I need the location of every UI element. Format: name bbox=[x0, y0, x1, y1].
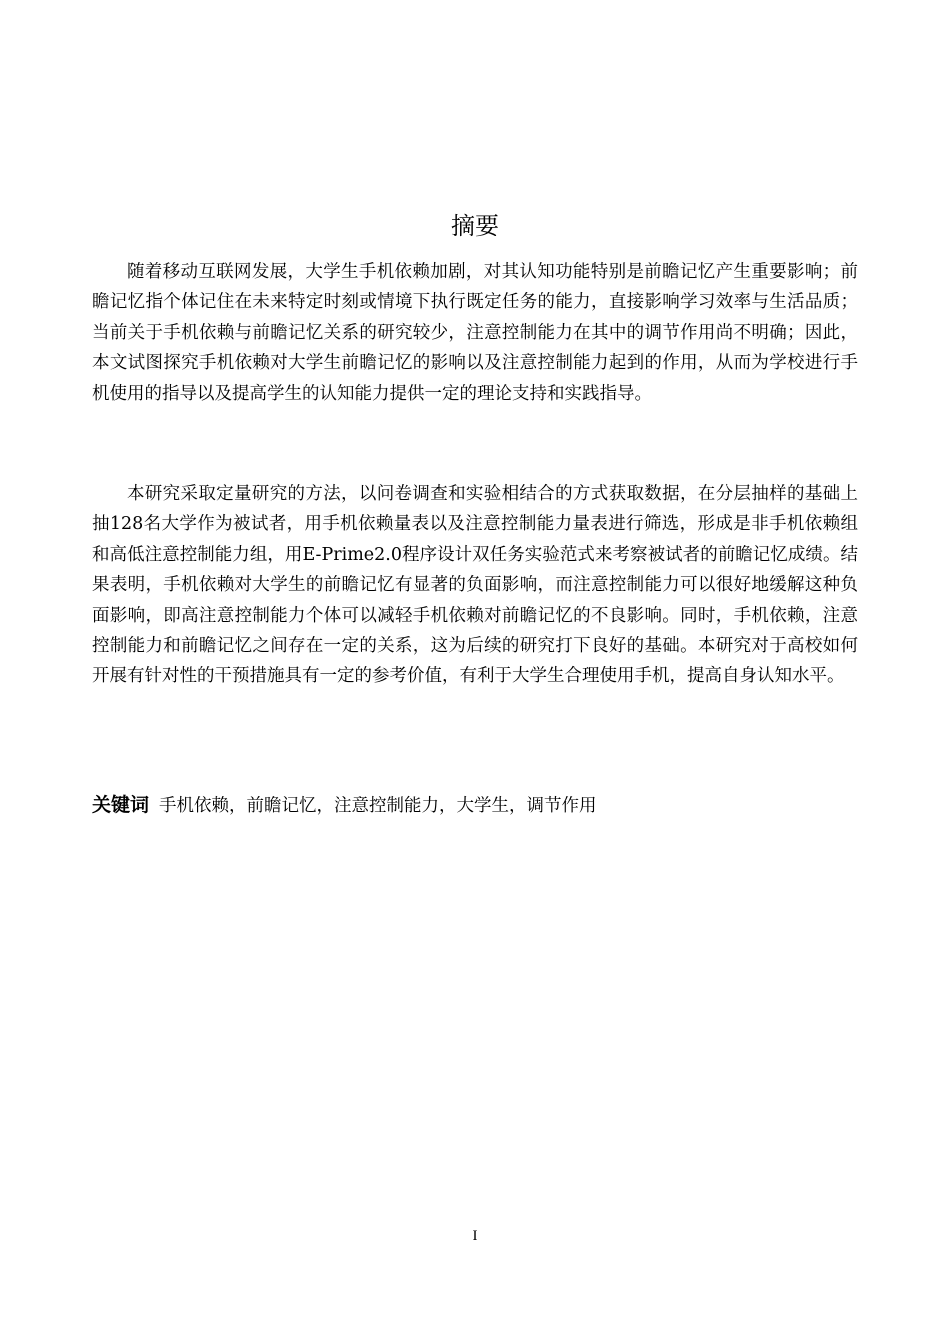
abstract-paragraph-2: 本研究采取定量研究的方法，以问卷调查和实验相结合的方式获取数据，在分层抽样的基础上抽128名大学作为被试者，用手机依赖量表以及注意控制能力量表进行筛选，形成是非手机依赖组和高低注意控制能力组，用E-Prime2.0程序设计双任务实验范式来考察被试者的前瞻记忆成绩。结果表明，手机依赖对大学生的前瞻记忆有显著的负面影响，而注意控制能力可以很好地缓解这种负面影响，即高注意控制能力个体可以减轻手机依赖对前瞻记忆的不良影响。同时，手机依赖，注意控制能力和前瞻记忆之间存在一定的关系，这为后续的研究打下良好的基础。本研究对于高校如何开展有针对性的干预措施具有一定的参考价值，有利于大学生合理使用手机，提高自身认知水平。 bbox=[92, 484, 858, 687]
keywords-label: 关键词 bbox=[92, 794, 150, 816]
abstract-title: 摘要 bbox=[451, 212, 499, 240]
page-number: I bbox=[472, 1228, 478, 1244]
keywords-line bbox=[92, 790, 858, 822]
abstract-paragraph-1: 随着移动互联网发展，大学生手机依赖加剧，对其认知功能特别是前瞻记忆产生重要影响；前瞻记忆指个体记住在未来特定时刻或情境下执行既定任务的能力，直接影响学习效率与生活品质；当前关于手机依赖与前瞻记忆关系的研究较少，注意控制能力在其中的调节作用尚不明确；因此，本文试图探究手机依赖对大学生前瞻记忆的影响以及注意控制能力起到的作用，从而为学校进行手机使用的指导以及提高学生的认知能力提供一定的理论支持和实践指导。 bbox=[92, 262, 858, 404]
keywords-text: 手机依赖，前瞻记忆，注意控制能力，大学生，调节作用 bbox=[159, 796, 597, 816]
